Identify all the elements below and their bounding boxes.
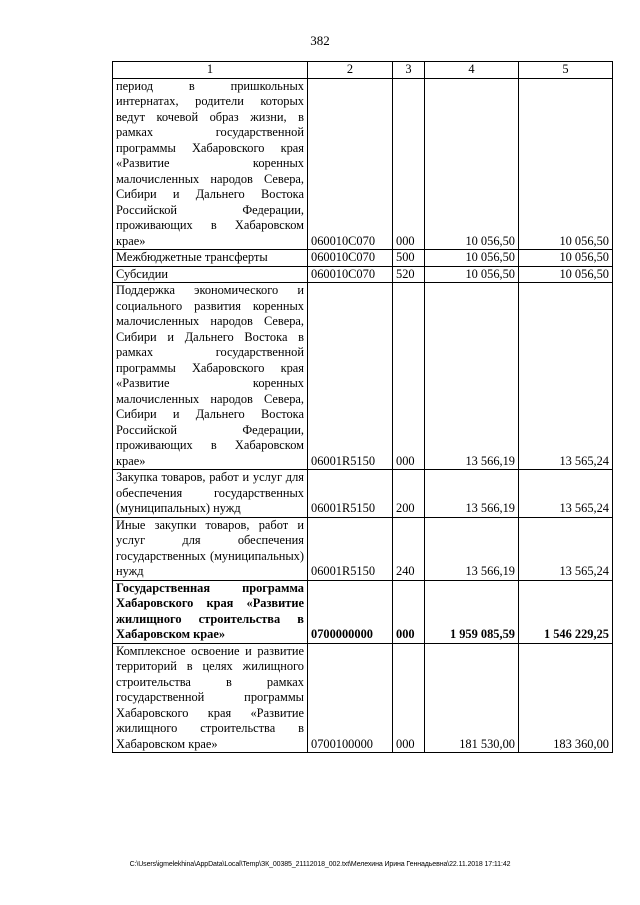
- column-header-type: 3: [393, 62, 425, 79]
- row-name: Закупка товаров, работ и услуг для обеспечения государственных (муниципальных) нужд: [113, 470, 308, 518]
- table-row-program: [113, 580, 613, 643]
- row-type: 000: [393, 643, 425, 753]
- table-row: [113, 250, 613, 267]
- row-code: 06001R5150: [308, 470, 393, 518]
- row-amount-1: 13 566,19: [425, 470, 519, 518]
- row-code: 0700100000: [308, 643, 393, 753]
- row-amount-2: 10 056,50: [519, 78, 613, 250]
- row-type: 200: [393, 470, 425, 518]
- row-amount-2: 13 565,24: [519, 470, 613, 518]
- table-row: [113, 470, 613, 518]
- row-amount-1: 10 056,50: [425, 78, 519, 250]
- row-type: 240: [393, 517, 425, 580]
- table-row: [113, 517, 613, 580]
- row-code: 060010С070: [308, 250, 393, 267]
- table-row: [113, 78, 613, 250]
- table-row: [113, 266, 613, 283]
- column-header-amount-2: 5: [519, 62, 613, 79]
- file-path-footer: C:\Users\igmelekhina\AppData\Local\Temp\ЗК_00385_21112018_002.txt\Мелехина Ирина Геннадьевна\22.11.2018 17:11:42: [129, 861, 511, 868]
- row-amount-2: 13 565,24: [519, 283, 613, 470]
- row-name: Комплексное освоение и развитие территорий в целях жилищного строительства в рамках государственной программы Хабаровского края «Развитие жилищного строительства в Хабаровском крае»: [113, 643, 308, 753]
- page-number: 382: [310, 33, 330, 48]
- table-row: [113, 643, 613, 753]
- row-type: 000: [393, 283, 425, 470]
- row-name: Межбюджетные трансферты: [113, 250, 308, 267]
- row-amount-1: 1 959 085,59: [425, 580, 519, 643]
- row-name: Субсидии: [113, 266, 308, 283]
- row-amount-1: 13 566,19: [425, 517, 519, 580]
- row-type: 500: [393, 250, 425, 267]
- row-amount-1: 10 056,50: [425, 266, 519, 283]
- row-code: 060010С070: [308, 266, 393, 283]
- row-name: Поддержка экономического и социального развития коренных малочисленных народов Севера, Сибири и Дальнего Востока в рамках государственной программы Хабаровского края «Развитие коренных малочисленных народов Севера, Сибири и Дальнего Востока Российской Федерации, проживающих в Хабаровском крае»: [113, 283, 308, 470]
- table-row: [113, 283, 613, 470]
- row-type: 000: [393, 580, 425, 643]
- row-name: Иные закупки товаров, работ и услуг для обеспечения государственных (муниципальных) нужд: [113, 517, 308, 580]
- row-amount-1: 13 566,19: [425, 283, 519, 470]
- column-header-name: 1: [113, 62, 308, 79]
- row-name: Государственная программа Хабаровского края «Развитие жилищного строительства в Хабаровском крае»: [113, 580, 308, 643]
- row-code: 060010С070: [308, 78, 393, 250]
- row-type: 520: [393, 266, 425, 283]
- row-amount-2: 183 360,00: [519, 643, 613, 753]
- row-code: 06001R5150: [308, 283, 393, 470]
- column-header-amount-1: 4: [425, 62, 519, 79]
- row-amount-2: 10 056,50: [519, 250, 613, 267]
- row-type: 000: [393, 78, 425, 250]
- row-amount-2: 13 565,24: [519, 517, 613, 580]
- row-amount-1: 181 530,00: [425, 643, 519, 753]
- row-amount-2: 10 056,50: [519, 266, 613, 283]
- header-row: [113, 62, 613, 79]
- row-code: 06001R5150: [308, 517, 393, 580]
- row-code: 0700000000: [308, 580, 393, 643]
- budget-table: [112, 61, 613, 753]
- row-name: период в пришкольных интернатах, родители которых ведут кочевой образ жизни, в рамках государственной программы Хабаровского края «Развитие коренных малочисленных народов Севера, Сибири и Дальнего Востока Российской Федерации, проживающих в Хабаровском крае»: [113, 78, 308, 250]
- column-header-code: 2: [308, 62, 393, 79]
- row-amount-1: 10 056,50: [425, 250, 519, 267]
- row-amount-2: 1 546 229,25: [519, 580, 613, 643]
